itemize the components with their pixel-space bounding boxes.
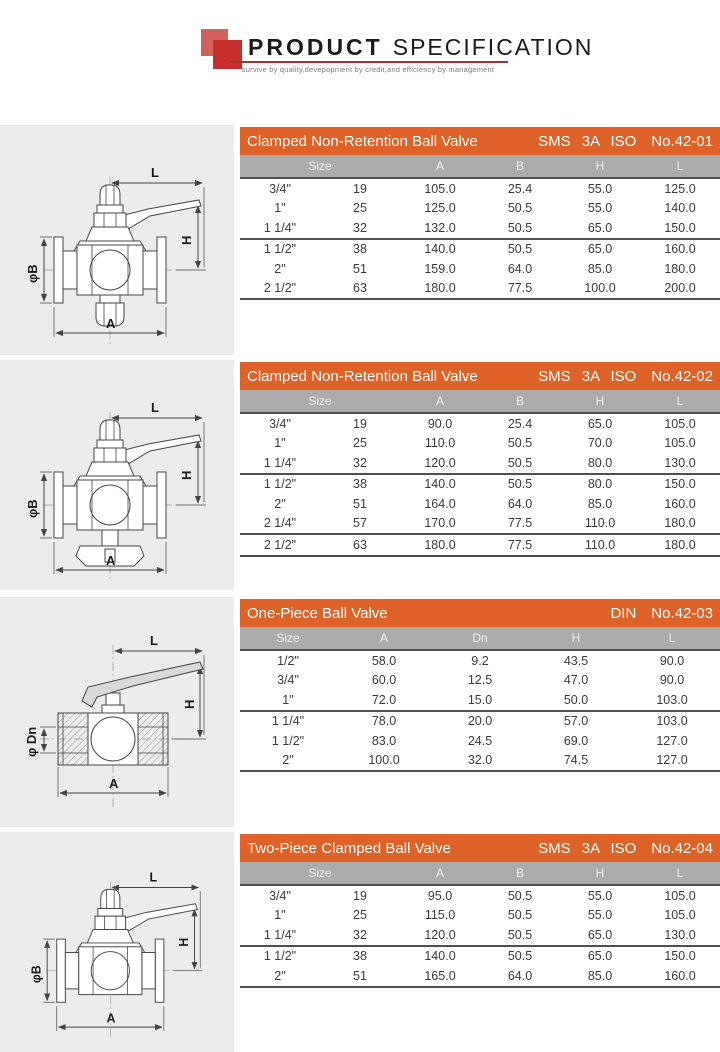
table-cell: 2" <box>240 966 320 987</box>
table-row <box>240 474 720 495</box>
table-cell: 50.5 <box>507 220 533 235</box>
table-cell: 64.0 <box>480 966 560 987</box>
table-cell: 110.0 <box>584 516 616 530</box>
dimension-label-L: L <box>150 633 158 648</box>
table-cell: 63 <box>320 279 400 300</box>
table-cell: 77.5 <box>507 516 533 530</box>
table-cell: 170.0 <box>424 516 456 530</box>
table-cell: 78.0 <box>336 711 432 732</box>
table-cell: 50.0 <box>563 692 589 707</box>
table-cell: 15.0 <box>467 692 493 707</box>
drawing-panel <box>0 360 234 590</box>
table-cell: 25 <box>353 436 367 450</box>
table-cell: 90.0 <box>400 413 480 434</box>
table-cell: 1" <box>274 436 286 450</box>
table-cell: 164.0 <box>424 496 456 511</box>
table-cell: 105.0 <box>400 178 480 199</box>
table-cell: 1" <box>274 201 286 215</box>
column-header: L <box>624 627 720 650</box>
table-cell: 70.0 <box>587 436 613 450</box>
table-cell: 1" <box>282 692 294 707</box>
table-cell: 65.0 <box>587 220 613 235</box>
table-cell: 2 1/2" <box>240 534 320 556</box>
brand-title-bold: PRODUCT <box>248 34 383 60</box>
table-cell: 19 <box>320 413 400 434</box>
table-cell: 105.0 <box>640 885 720 906</box>
table-row <box>240 925 720 946</box>
table-standard: SMS 3A ISO <box>538 839 637 857</box>
spec-table-block <box>240 599 720 772</box>
table-cell: 103.0 <box>656 692 688 707</box>
table-cell: 85.0 <box>587 261 613 276</box>
dimension-label-H: H <box>182 699 197 709</box>
table-cell: 38 <box>320 239 400 260</box>
table-title: Clamped Non-Retention Ball Valve <box>247 132 478 150</box>
table-cell: 2 1/2" <box>240 279 320 300</box>
table-cell: 19 <box>320 178 400 199</box>
dimension-label-H: H <box>179 470 194 480</box>
table-cell: 127.0 <box>624 751 720 772</box>
dimension-label-A: A <box>106 553 116 568</box>
table-cell: 77.5 <box>480 534 560 556</box>
table-title-bar <box>240 834 720 862</box>
valve-drawing-two-piece-clamped <box>0 832 234 1052</box>
section-clamped-nonretention-2 <box>0 360 720 590</box>
table-row <box>240 671 720 691</box>
table-cell: 95.0 <box>400 885 480 906</box>
table-cell: 64.0 <box>507 496 533 511</box>
table-cell: 83.0 <box>371 733 397 748</box>
table-row <box>240 218 720 239</box>
table-cell: 159.0 <box>424 261 456 276</box>
table-cell: 140.0 <box>400 239 480 260</box>
dimension-label-L: L <box>151 165 159 180</box>
table-cell: 125.0 <box>424 201 456 215</box>
table-standard: SMS 3A ISO <box>538 367 637 385</box>
table-cell: 3/4" <box>277 673 299 687</box>
column-header: Size <box>240 390 400 413</box>
spec-table-3 <box>240 627 720 772</box>
table-cell: 32 <box>353 220 367 235</box>
table-cell: 85.0 <box>587 496 613 511</box>
column-header: Dn <box>432 627 528 650</box>
table-cell: 19 <box>320 885 400 906</box>
table-cell: 150.0 <box>664 220 696 235</box>
table-row <box>240 711 720 732</box>
table-cell: 77.5 <box>480 279 560 300</box>
table-cell: 140.0 <box>400 946 480 967</box>
table-title-bar <box>240 362 720 390</box>
table-cell: 2 1/4" <box>263 516 297 530</box>
table-cell: 140.0 <box>664 201 696 215</box>
table-cell: 43.5 <box>528 650 624 671</box>
column-header: H <box>560 862 640 885</box>
table-row <box>240 434 720 454</box>
header-row <box>240 862 720 885</box>
drawing-panel <box>0 832 234 1052</box>
table-cell: 105.0 <box>664 436 696 450</box>
table-title: One-Piece Ball Valve <box>247 604 388 622</box>
table-cell: 69.0 <box>563 733 589 748</box>
table-cell: 32 <box>353 455 367 470</box>
table-cell: 51 <box>353 261 367 276</box>
table-cell: 180.0 <box>664 261 696 276</box>
table-cell: 140.0 <box>400 474 480 495</box>
table-cell: 132.0 <box>424 220 456 235</box>
table-cell: 65.0 <box>560 946 640 967</box>
column-header: A <box>400 390 480 413</box>
table-title-bar <box>240 599 720 627</box>
table-cell: 57.0 <box>528 711 624 732</box>
table-cell: 64.0 <box>507 261 533 276</box>
table-cell: 125.0 <box>640 178 720 199</box>
spec-table-4 <box>240 862 720 988</box>
table-cell: 2" <box>274 496 286 511</box>
table-cell: 55.0 <box>587 908 613 922</box>
spec-table-block <box>240 127 720 300</box>
spec-table-block <box>240 362 720 557</box>
table-cell: 55.0 <box>560 178 640 199</box>
dimension-label-phiB: φB <box>25 264 40 283</box>
table-row <box>240 731 720 751</box>
dimension-label-A: A <box>106 316 116 331</box>
table-cell: 180.0 <box>640 534 720 556</box>
table-cell: 150.0 <box>640 946 720 967</box>
table-number: No.42-02 <box>651 367 713 385</box>
table-cell: 38 <box>320 946 400 967</box>
table-row <box>240 534 720 556</box>
valve-drawing-clamped-nonretention-1 <box>0 125 234 355</box>
table-cell: 180.0 <box>664 516 696 530</box>
table-row <box>240 966 720 987</box>
table-cell: 160.0 <box>640 239 720 260</box>
table-cell: 32.0 <box>432 751 528 772</box>
table-number: No.42-03 <box>651 604 713 622</box>
table-cell: 2" <box>240 751 336 772</box>
table-row <box>240 690 720 711</box>
table-cell: 1/2" <box>240 650 336 671</box>
table-cell: 25.4 <box>480 413 560 434</box>
table-row <box>240 279 720 300</box>
table-row <box>240 494 720 514</box>
table-cell: 1 1/4" <box>263 220 297 235</box>
table-cell: 100.0 <box>560 279 640 300</box>
table-cell: 74.5 <box>528 751 624 772</box>
dimension-label-L: L <box>149 870 158 885</box>
table-cell: 1 1/2" <box>240 474 320 495</box>
table-cell: 58.0 <box>336 650 432 671</box>
table-cell: 65.0 <box>587 927 613 942</box>
brand-title-light: SPECIFICATION <box>392 34 594 60</box>
dimension-label-phiB: φB <box>25 499 40 518</box>
table-cell: 25 <box>353 908 367 922</box>
valve-drawing-one-piece <box>0 597 234 827</box>
table-cell: 105.0 <box>664 908 696 922</box>
table-cell: 51 <box>353 496 367 511</box>
table-row <box>240 751 720 772</box>
table-row <box>240 946 720 967</box>
column-header: H <box>560 390 640 413</box>
table-cell: 60.0 <box>371 673 397 687</box>
table-row <box>240 650 720 671</box>
table-cell: 105.0 <box>640 413 720 434</box>
table-cell: 85.0 <box>560 966 640 987</box>
table-standard: DIN <box>610 604 637 622</box>
table-cell: 180.0 <box>400 279 480 300</box>
table-cell: 90.0 <box>624 650 720 671</box>
table-cell: 50.5 <box>480 239 560 260</box>
spec-table-block <box>240 834 720 988</box>
brand-tagline: survive by quality,devepopment by credit,and efficiency by management <box>241 65 495 74</box>
table-title-bar <box>240 127 720 155</box>
table-cell: 57 <box>353 516 367 530</box>
table-cell: 1 1/4" <box>263 927 297 942</box>
table-cell: 1 1/2" <box>240 946 320 967</box>
dimension-label-A: A <box>109 776 119 791</box>
table-row <box>240 239 720 260</box>
header-row <box>240 155 720 178</box>
table-cell: 50.5 <box>507 436 533 450</box>
spec-table-2 <box>240 390 720 557</box>
dimension-label-H: H <box>176 937 191 947</box>
table-title: Two-Piece Clamped Ball Valve <box>247 839 451 857</box>
table-cell: 110.0 <box>560 534 640 556</box>
table-cell: 120.0 <box>424 927 456 942</box>
table-cell: 50.5 <box>507 455 533 470</box>
table-cell: 150.0 <box>640 474 720 495</box>
table-cell: 165.0 <box>400 966 480 987</box>
dimension-label-phiDn: φ Dn <box>24 726 39 757</box>
page-header <box>0 0 720 125</box>
table-cell: 3/4" <box>240 413 320 434</box>
table-cell: 9.2 <box>432 650 528 671</box>
table-cell: 80.0 <box>587 455 613 470</box>
dimension-label-A: A <box>106 1011 116 1026</box>
table-cell: 1 1/2" <box>240 239 320 260</box>
drawing-panel <box>0 125 234 355</box>
table-cell: 12.5 <box>467 673 493 687</box>
table-title: Clamped Non-Retention Ball Valve <box>247 367 478 385</box>
table-row <box>240 413 720 434</box>
column-header: Size <box>240 627 336 650</box>
table-standard: SMS 3A ISO <box>538 132 637 150</box>
spec-table-1 <box>240 155 720 300</box>
table-cell: 65.0 <box>560 239 640 260</box>
table-cell: 200.0 <box>640 279 720 300</box>
table-cell: 50.5 <box>507 927 533 942</box>
table-cell: 80.0 <box>560 474 640 495</box>
table-row <box>240 453 720 474</box>
brand-title <box>248 34 593 61</box>
column-header: H <box>528 627 624 650</box>
table-row <box>240 259 720 279</box>
table-cell: 55.0 <box>587 201 613 215</box>
table-cell: 25 <box>353 201 367 215</box>
table-cell: 120.0 <box>424 455 456 470</box>
column-header: L <box>640 390 720 413</box>
column-header: Size <box>240 155 400 178</box>
table-cell: 1 1/4" <box>263 455 297 470</box>
table-row <box>240 906 720 926</box>
table-cell: 90.0 <box>659 673 685 687</box>
table-cell: 65.0 <box>560 413 640 434</box>
table-cell: 50.5 <box>480 885 560 906</box>
table-cell: 55.0 <box>560 885 640 906</box>
table-cell: 32 <box>353 927 367 942</box>
drawing-panel <box>0 597 234 827</box>
table-cell: 51 <box>320 966 400 987</box>
column-header: B <box>480 155 560 178</box>
table-cell: 50.5 <box>480 946 560 967</box>
table-cell: 1" <box>274 908 286 922</box>
table-cell: 20.0 <box>432 711 528 732</box>
table-cell: 50.5 <box>507 201 533 215</box>
table-cell: 3/4" <box>240 885 320 906</box>
dimension-label-L: L <box>151 400 159 415</box>
table-row <box>240 885 720 906</box>
table-cell: 160.0 <box>664 496 696 511</box>
table-cell: 72.0 <box>371 692 397 707</box>
header-row <box>240 627 720 650</box>
table-cell: 100.0 <box>336 751 432 772</box>
column-header: L <box>640 155 720 178</box>
table-cell: 103.0 <box>624 711 720 732</box>
dimension-label-H: H <box>179 235 194 245</box>
table-cell: 1 1/2" <box>271 733 305 748</box>
table-cell: 130.0 <box>664 927 696 942</box>
column-header: A <box>400 862 480 885</box>
table-cell: 38 <box>320 474 400 495</box>
table-number: No.42-01 <box>651 132 713 150</box>
table-row <box>240 514 720 535</box>
table-cell: 115.0 <box>424 908 456 922</box>
table-cell: 130.0 <box>664 455 696 470</box>
table-cell: 50.5 <box>480 474 560 495</box>
table-row <box>240 199 720 219</box>
brand-underline <box>230 61 508 63</box>
table-cell: 1 1/4" <box>240 711 336 732</box>
table-cell: 160.0 <box>640 966 720 987</box>
table-cell: 2" <box>274 261 286 276</box>
column-header: A <box>336 627 432 650</box>
column-header: B <box>480 862 560 885</box>
table-cell: 47.0 <box>563 673 589 687</box>
section-two-piece-clamped <box>0 832 720 1052</box>
table-row <box>240 178 720 199</box>
section-clamped-nonretention-1 <box>0 125 720 355</box>
column-header: Size <box>240 862 400 885</box>
table-number: No.42-04 <box>651 839 713 857</box>
table-cell: 25.4 <box>480 178 560 199</box>
section-one-piece <box>0 597 720 827</box>
valve-drawing-clamped-nonretention-2 <box>0 360 234 590</box>
column-header: B <box>480 390 560 413</box>
column-header: A <box>400 155 480 178</box>
dimension-label-phiB: φB <box>29 965 44 984</box>
column-header: L <box>640 862 720 885</box>
table-cell: 63 <box>320 534 400 556</box>
table-cell: 127.0 <box>656 733 688 748</box>
table-cell: 50.5 <box>507 908 533 922</box>
table-cell: 24.5 <box>467 733 493 748</box>
header-row <box>240 390 720 413</box>
column-header: H <box>560 155 640 178</box>
table-cell: 180.0 <box>400 534 480 556</box>
table-cell: 110.0 <box>424 436 456 450</box>
table-cell: 3/4" <box>240 178 320 199</box>
